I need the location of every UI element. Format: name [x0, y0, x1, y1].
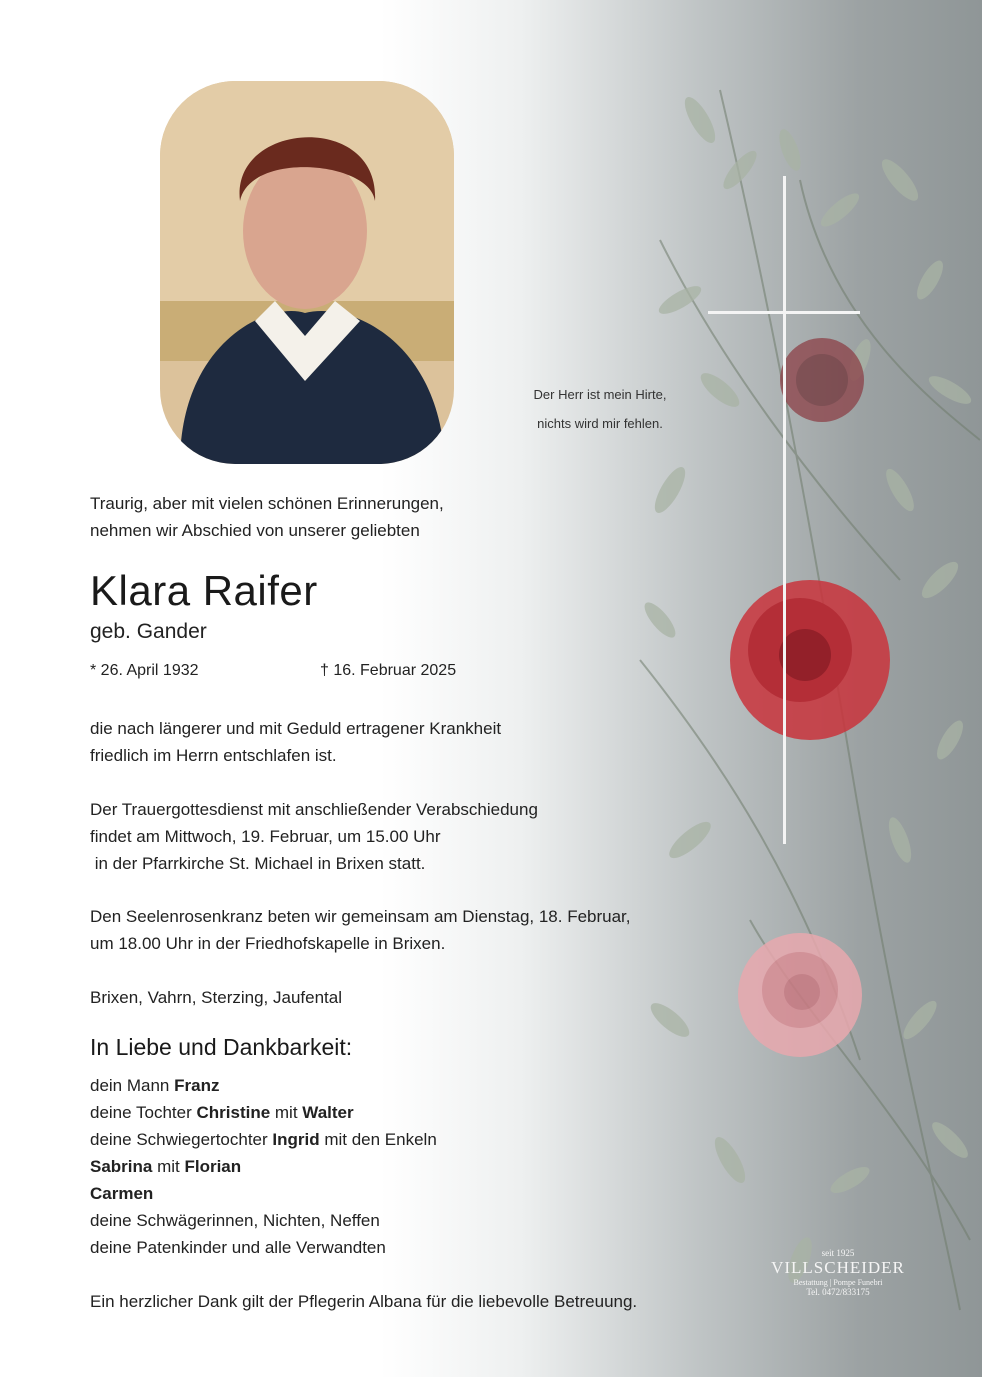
illness-line-1: die nach längerer und mit Geduld ertragener Krankheit [90, 719, 502, 738]
rosary-line-2: um 18.00 Uhr in der Friedhofskapelle in Brixen. [90, 934, 446, 953]
family-heading: In Liebe und Dankbarkeit: [90, 1034, 353, 1060]
family-line-husband: dein Mann Franz [90, 1076, 220, 1095]
intro-line-1: Traurig, aber mit vielen schönen Erinnerungen, [90, 494, 444, 513]
thanks-text: Ein herzlicher Dank gilt der Pflegerin Albana für die liebevolle Betreuung. [90, 1292, 638, 1311]
service-line-3: in der Pfarrkirche St. Michael in Brixen statt. [90, 854, 426, 873]
rosary-text [90, 903, 631, 957]
illness-line-2: friedlich im Herrn entschlafen ist. [90, 746, 337, 765]
service-line-1: Der Trauergottesdienst mit anschließender Verabschiedung [90, 800, 538, 819]
places-text: Brixen, Vahrn, Sterzing, Jaufental [90, 988, 342, 1007]
intro-line-2: nehmen wir Abschied von unserer geliebten [90, 521, 420, 540]
family-line-daughter: deine Tochter Christine mit Walter [90, 1103, 354, 1122]
funeral-service-text [90, 796, 538, 877]
rosary-line-1: Den Seelenrosenkranz beten wir gemeinsam am Dienstag, 18. Februar, [90, 907, 631, 926]
family-line-daughter-in-law: deine Schwiegertochter Ingrid mit den Enkeln [90, 1130, 437, 1149]
logo-subtitle: Bestattung | Pompe Funebri [793, 1278, 883, 1287]
funeral-home-logo [768, 1248, 908, 1297]
deceased-name: Klara Raifer [90, 567, 318, 614]
verse-line-2: nichts wird mir fehlen. [537, 416, 663, 431]
verse-line-1: Der Herr ist mein Hirte, [533, 387, 667, 402]
family-line-carmen: Carmen [90, 1184, 154, 1203]
family-list [90, 1072, 437, 1261]
death-date: † 16. Februar 2025 [320, 662, 457, 679]
logo-brand: VILLSCHEIDER [771, 1258, 905, 1277]
family-line-relatives: deine Patenkinder und alle Verwandten [90, 1238, 386, 1257]
portrait-photo [160, 81, 454, 464]
service-line-2: findet am Mittwoch, 19. Februar, um 15.00 Uhr [90, 827, 441, 846]
family-line-in-laws: deine Schwägerinnen, Nichten, Neffen [90, 1211, 380, 1230]
maiden-name: geb. Gander [90, 620, 207, 643]
intro-text [90, 490, 444, 544]
rose-branch-decoration [600, 60, 982, 1320]
illness-text [90, 715, 501, 769]
family-line-grandchildren: Sabrina mit Florian [90, 1157, 242, 1176]
logo-since: seit 1925 [821, 1248, 855, 1258]
logo-phone: Tel. 0472/833175 [806, 1287, 870, 1297]
birth-date: * 26. April 1932 [90, 662, 199, 679]
bible-verse [520, 380, 680, 438]
